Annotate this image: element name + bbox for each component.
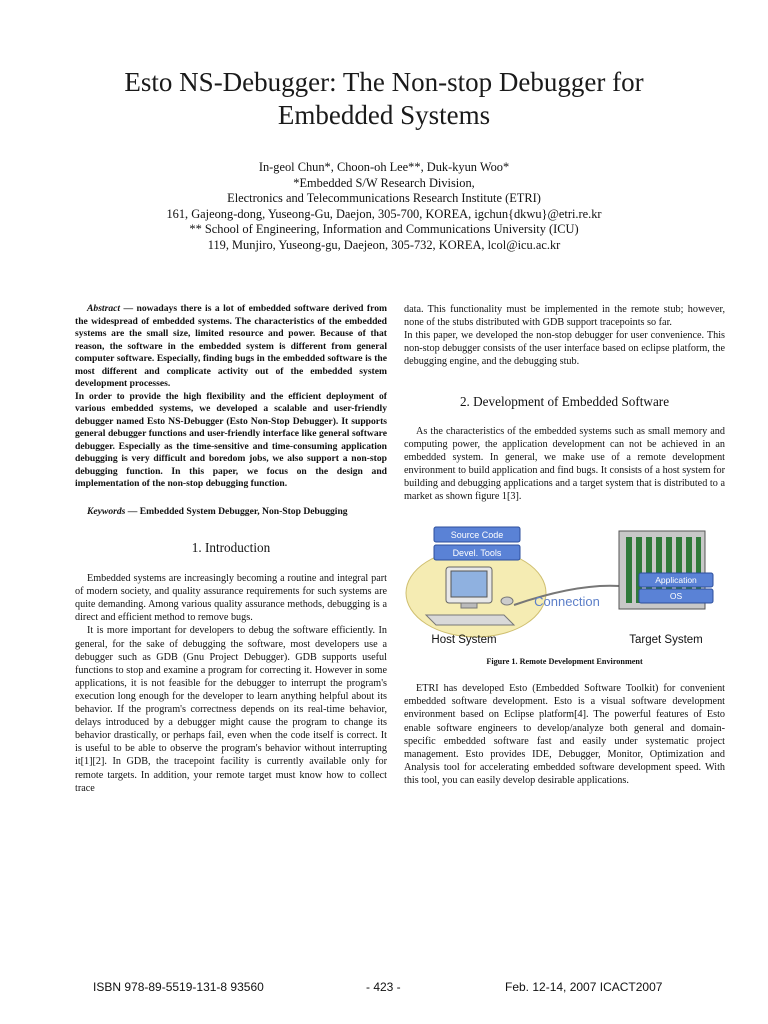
footer-conference: Feb. 12-14, 2007 ICACT2007: [505, 980, 663, 994]
abstract-text-1: — nowadays there is a lot of embedded software derived from the widespread of embedded systems. The characteristics of the embedded systems are the small size, limited resource and power. Because of that reason, the software in the embedded system is different from general computer software. Especially, finding bugs in the embedded software is the most different and complicate activity out of the embedded system development processes.: [75, 303, 387, 389]
target-system-label: Target System: [629, 634, 703, 647]
title-line-1: Esto NS-Debugger: The Non-stop Debugger for: [124, 67, 644, 97]
right-para-2: In this paper, we developed the non-stop debugger for user convenience. This non-stop debugger consists of the user interface based on eclipse platform, the debugging engine, and the debugging stub.: [404, 330, 725, 368]
right-column: [404, 303, 725, 787]
affiliation-2-school: ** School of Engineering, Information and Communications University (ICU): [189, 222, 579, 237]
abstract-para-1: [75, 303, 387, 391]
paper-title: [40, 66, 728, 132]
connection-label: Connection: [534, 594, 600, 610]
application-label: Application: [655, 575, 697, 586]
intro-heading: 1. Introduction: [191, 540, 271, 555]
figure-diagram: [404, 523, 725, 647]
intro-para-1: Embedded systems are increasingly becoming a routine and integral part of modern society, and quality assurance requirements for such systems are quite demanding. Among various quality assurance methods, debugging is a direct and efficient method to remove bugs.: [75, 573, 387, 624]
right-para-3: As the characteristics of the embedded systems such as small memory and computing power, the application development can not be achieved in an embedded system. In general, we make use of a remote development environment to build application and find bugs. It consists of a host system for building and debugging applications and a target system that is distributed to a market as shown figure 1[3].: [404, 425, 725, 503]
keywords: [75, 506, 387, 519]
abstract-para-2: In order to provide the high flexibility and the efficient deployment of various embedded systems, we developed a scalable and user-friendly debugger named Esto NS-Debugger (Esto Non-Stop Debugger). It supports general debugger functions and user-friendly interface like general software debugger. Especially as the time-sensitive and time-consuming application debugging is very difficult and boredom jobs, we also support a non-stop debugging function. In this paper, we focus on the design and implementation of the non-stop debugging function.: [75, 390, 387, 489]
host-system-label: Host System: [431, 634, 497, 647]
abstract-label: Abstract: [87, 303, 121, 314]
keywords-text: — Embedded System Debugger, Non-Stop Debugging: [127, 505, 348, 517]
section-2-heading: 2. Development of Embedded Software: [459, 394, 670, 410]
keywords-label: Keywords: [87, 505, 126, 517]
devel-tools-label: Devel. Tools: [452, 548, 502, 559]
source-code-label: Source Code: [450, 530, 504, 541]
abstract: [75, 303, 387, 491]
author-names: In-geol Chun*, Choon-oh Lee**, Duk-kyun Woo*: [258, 160, 510, 174]
right-para-4: ETRI has developed Esto (Embedded Software Toolkit) for convenient embedded software development. Esto is a visual software development environment based on Eclipse platform[4]. The powerful features of Esto enable software engineers to develop/analyze both general and domain-specific embedded software fast and easily under systematic project management. Esto provides IDE, Debugger, Monitor, Optimization and Analysis tool for accelerating embedded software development speed. With this tool, you can easily develop desirable applications.: [404, 683, 725, 786]
intro-para-2: It is more important for developers to debug the software efficiently. In general, for the sake of debugging the software, most developers use a debugger such as GDB (Gnu Project Debugger). GDB supports useful functions to stop and examine a program for correcting it. However in some applications, it is not feasible for the debugger to interrupt the program's execution long enough for the developer to learn anything helpful about its behavior. If the program's correctness depends on its real-time behavior, delays introduced by a debugger might cause the program to change its behavior drastically, or perhaps fail, even when the code itself is correct. It is useful to be able to observe the program's behavior without interrupting it[1][2]. In GDB, the tracepoint facility is currently available only for remote targets. In addition, your remote target must know how to collect trace: [75, 625, 387, 794]
affiliation-1-division: *Embedded S/W Research Division,: [293, 175, 475, 190]
affiliation-1-address: 161, Gajeong-dong, Yuseong-Gu, Daejon, 305-700, KOREA, igchun{dkwu}@etri.re.kr: [166, 206, 602, 221]
affiliation-1-institute: Electronics and Telecommunications Research Institute (ETRI): [227, 191, 541, 206]
right-para-1: data. This functionality must be implemented in the remote stub; however, none of the stubs distributed with GDB support tracepoints so far.: [404, 304, 725, 329]
figure-caption: Figure 1. Remote Development Environment: [486, 657, 643, 667]
author-block: [40, 160, 728, 254]
title-line-2: Embedded Systems: [277, 100, 491, 130]
left-column: [75, 303, 387, 795]
footer-page-number: - 423 -: [366, 980, 401, 994]
mouse-icon: [501, 597, 513, 605]
footer-isbn: ISBN 978-89-5519-131-8 93560: [93, 980, 264, 994]
os-label: OS: [669, 591, 683, 602]
keyboard-icon: [426, 615, 514, 625]
affiliation-2-address: 119, Munjiro, Yuseong-gu, Daejeon, 305-732, KOREA, lcol@icu.ac.kr: [207, 237, 561, 252]
figure-remote-dev-env: [404, 523, 725, 647]
